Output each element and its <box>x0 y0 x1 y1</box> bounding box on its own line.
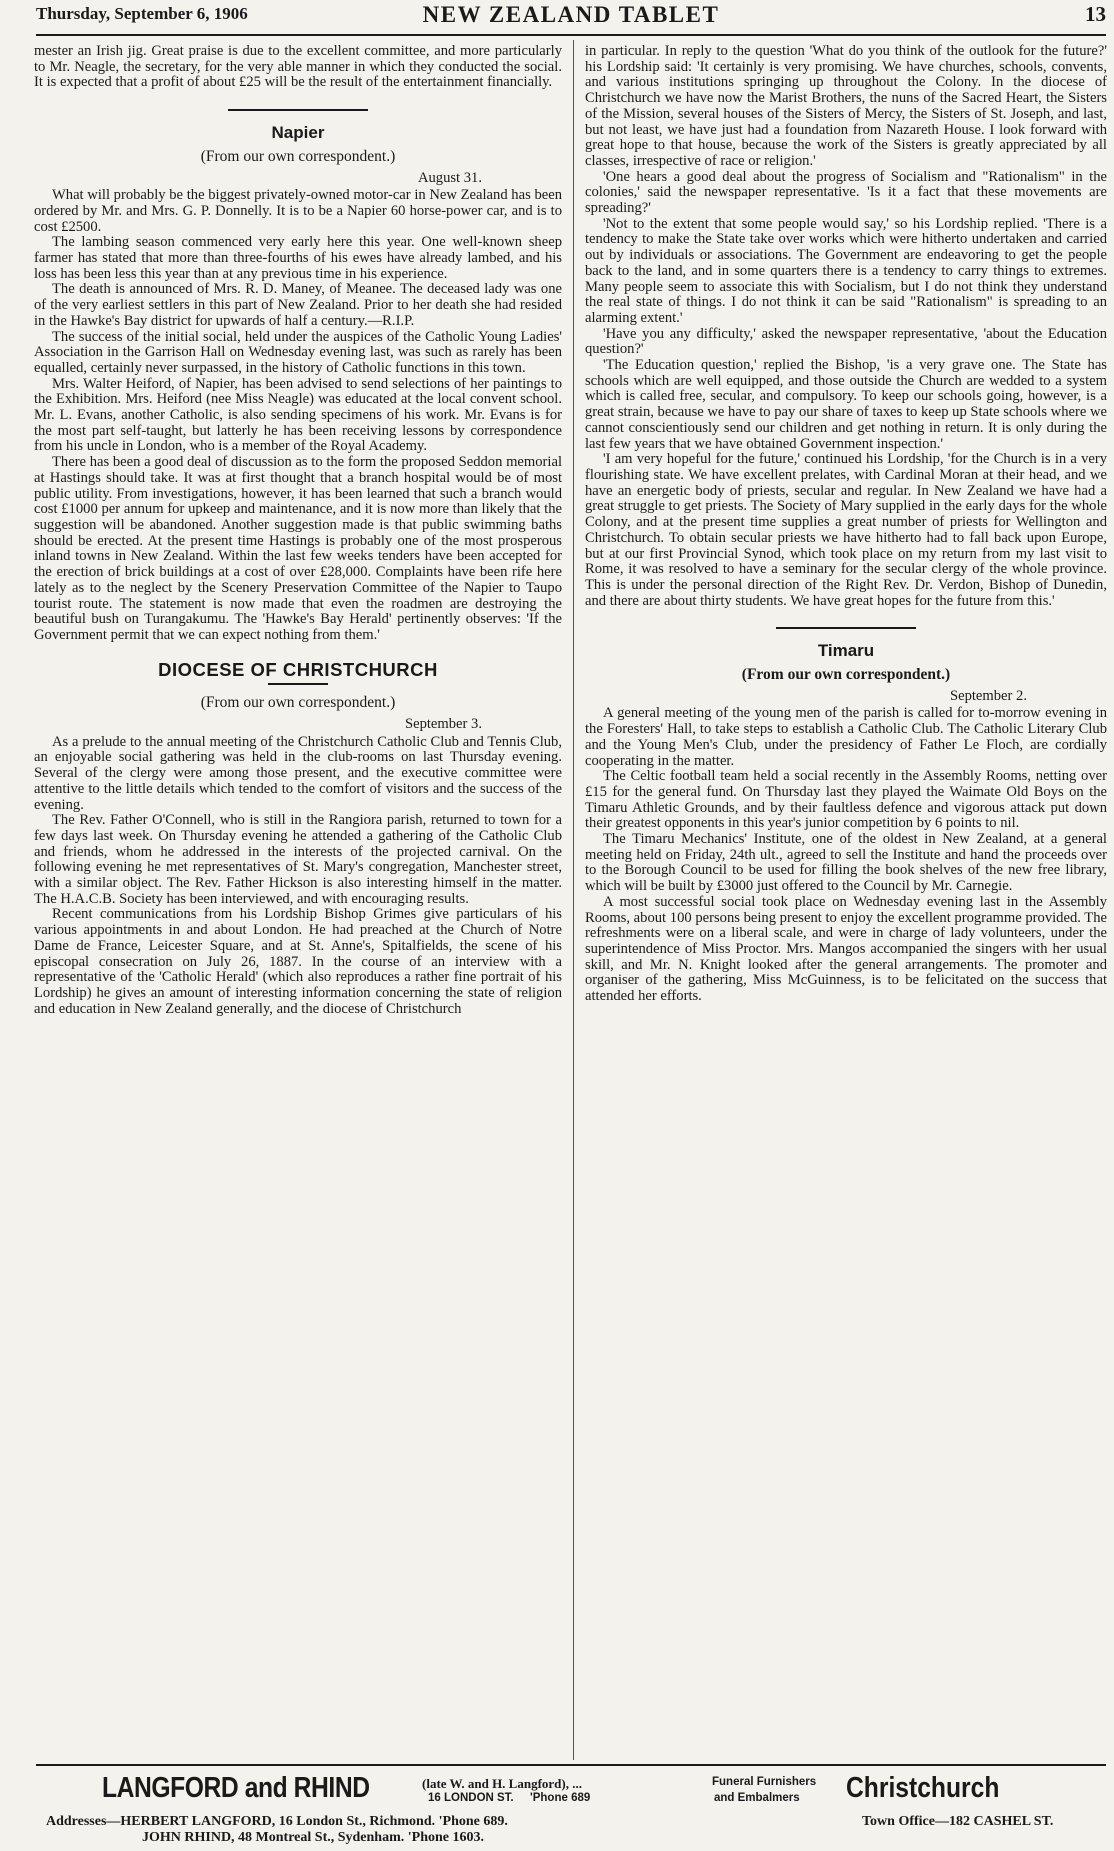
paragraph: What will probably be the biggest privately-owned motor-car in New Zealand has been ordered by Mr. and Mrs. G. P. Donnelly. It is to be a Napier 60 horse-power car, and is to cost £2500. <box>34 187 562 235</box>
paragraph: Recent communications from his Lordship Bishop Grimes give particulars of his various appointments in and about London. He had preached at the Church of Notre Dame de France, Leicester Square, and at St. Anne's, Spitalfields, the scene of his episcopal consecration on July 26, 1887. In the course of an interview with a representative of the 'Catholic Herald' (which also reproduces a rather fine portrait of his Lordship) he gives an amount of interesting information concerning the state of religion and education in New Zealand generally, and the diocese of Christchurch <box>34 906 562 1017</box>
paragraph: There has been a good deal of discussion as to the form the proposed Seddon memorial at Hastings should take. It was at first thought that a branch hospital would be of most public utility. From investigations, however, it has been learned that such a branch would cost £1000 per annum for upkeep and maintenance, and it is now more than likely that the suggestion will be abandoned. Another suggestion made is that public swimming baths should be erected. At the present time Hastings is probably one of the most prosperous inland towns in New Zealand. Within the last few weeks tenders have been accepted for the erection of brick buildings at a cost of over £28,000. Complaints have been rife here lately as to the neglect by the Scenery Preservation Committee of the Napier to Taupo tourist route. The statement is now made that even the roadmen are destroying the beautiful bush on Turangakumu. The 'Hawke's Bay Herald' pertinently observes: 'If the Government permit that we can expect nothing from them.' <box>34 454 562 643</box>
byline: (From our own correspondent.) <box>741 666 951 684</box>
paragraph: The Rev. Father O'Connell, who is still in the Rangiora parish, returned to town for a few days last week. On Thursday evening he attended a gathering of the Catholic Club and friends, whom he addressed in the interests of the projected carnival. On the following evening he met representatives of St. Mary's congregation, Manchester street, with a similar object. The Rev. Father Hickson is also interesting himself in the matter. The H.A.C.B. Society has been interviewed, and with encouraging results. <box>34 812 562 907</box>
section-rule <box>228 109 368 111</box>
ad-address-line-1: Addresses—HERBERT LANGFORD, 16 London St., Richmond. 'Phone 689. <box>46 1814 508 1829</box>
masthead <box>36 4 1106 36</box>
ad-city: Christchurch <box>846 1772 1000 1804</box>
ad-late-note: (late W. and H. Langford), ... <box>422 1776 582 1791</box>
heading-ornament <box>268 683 328 685</box>
ad-embalmers: and Embalmers <box>714 1792 800 1804</box>
ad-phone: 'Phone 689 <box>530 1792 591 1804</box>
paragraph: A most successful social took place on Wednesday evening last in the Assembly Rooms, about 100 persons being present to enjoy the excellent programme provided. The refreshments were on a liberal scale, and were in charge of lady volunteers, under the superintendence of Miss Proctor. Mrs. Mangos accompanied the singers with her usual skill, and Mr. N. Knight looked after the general arrangements. The promoter and organiser of the gathering, Miss McGuinness, is to be felicitated on the success that attended her efforts. <box>585 893 1107 1005</box>
paragraph: The Celtic football team held a social recently in the Assembly Rooms, netting over £15 for the general fund. On Thursday last they played the Waimate Old Boys on the Timaru Athletic Grounds, and by their faultless defence and vigorous attack put down their greatest opponents in this year's junior competition by 6 points to nil. <box>585 768 1107 832</box>
byline: (From our own correspondent.) <box>200 694 396 712</box>
dateline: August 31. <box>417 169 482 186</box>
paragraph: A general meeting of the young men of the parish is called for to-morrow evening in the Foresters' Hall, to take steps to establish a Catholic Club. The Catholic Literary Club and the Young Men's Club, under the presidency of Father Le Floch, are cordially cooperating in the matter. <box>585 705 1107 769</box>
paragraph: 'One hears a good deal about the progress of Socialism and "Rationalism" in the colonies,' said the newspaper representative. 'Is it a fact that these movements are spreading?' <box>585 168 1107 217</box>
dateline: September 2. <box>949 687 1027 704</box>
paragraph: The lambing season commenced very early here this year. One well-known sheep farmer has stated that more than three-fourths of his ewes have already lambed, and his loss has been less this year than at any previous time in his experience. <box>34 234 562 282</box>
ad-brand: LANGFORD and RHIND <box>102 1772 370 1804</box>
paragraph: Mrs. Walter Heiford, of Napier, has been advised to send selections of her paintings to the Exhibition. Mrs. Heiford (nee Miss Neagle) was educated at the local convent school. Mr. L. Evans, another Catholic, is also sending specimens of his work. Mr. Evans is for the most part self-taught, but latterly he has been receiving lessons by correspondence from his uncle in London, who is a member of the Royal Academy. <box>34 375 562 455</box>
advertisement <box>36 1764 1106 1850</box>
ad-town-office: Town Office—182 CASHEL ST. <box>862 1814 1054 1829</box>
section-heading-napier: Napier <box>271 123 325 143</box>
paragraph: in particular. In reply to the question 'What do you think of the outlook for the future?' his Lordship said: 'It certainly is very promising. We have churches, schools, convents, and various institutions springing up throughout the Colony. In the diocese of Christchurch we have now the Marist Brothers, the nuns of the Sacred Heart, the Sisters of the Mission, several houses of the Sisters of Mercy, the Sisters of St. Joseph, and last, but not least, we have just had a foundation from Nazareth House. I look forward with great hope to that house, because the work of the Sisters is greatly appreciated by all classes, irrespective of race or religion.' <box>585 44 1107 169</box>
left-column <box>34 44 562 1756</box>
article-continuation: mester an Irish jig. Great praise is due to the excellent committee, and more particularly to Mr. Neagle, the secretary, for the very able manner in which they conducted the social. It is expected that a profit of about £25 will be the result of the entertainment financially. <box>34 44 562 91</box>
section-heading-timaru: Timaru <box>817 641 875 661</box>
ad-street: 16 LONDON ST. <box>428 1792 514 1804</box>
paragraph: The Timaru Mechanics' Institute, one of the oldest in New Zealand, at a general meeting held on Friday, 24th ult., agreed to sell the Institute and hand the proceeds over to the Borough Council to be used for filling the book shelves of the new free library, which will be built by £3000 just offered to the Council by Mr. Carnegie. <box>585 831 1107 895</box>
ad-address-line-2: JOHN RHIND, 48 Montreal St., Sydenham. 'Phone 1603. <box>142 1830 484 1845</box>
right-column <box>585 44 1107 1756</box>
paragraph: 'Have you any difficulty,' asked the newspaper representative, 'about the Education question?' <box>585 325 1107 358</box>
section-rule <box>776 627 916 629</box>
dateline: September 3. <box>404 716 482 733</box>
page-number: 13 <box>1085 2 1106 26</box>
section-heading-christchurch: DIOCESE OF CHRISTCHURCH <box>158 658 438 680</box>
issue-date: Thursday, September 6, 1906 <box>36 4 248 23</box>
byline: (From our own correspondent.) <box>200 147 396 165</box>
paragraph: 'Not to the extent that some people would say,' so his Lordship replied. 'There is a tendency to make the State take over works which were hitherto undertaken and carried out by individuals or associations. The Government are endeavoring to get the people back to the land, and in some quarters there is a tendency to carry things to extremes. Many people seem to associate this with Socialism, but I do not think they understand the real state of things. I do not think it can be said "Rationalism" is spreading to an alarming extent.' <box>585 215 1107 326</box>
publication-title: NEW ZEALAND TABLET <box>422 2 720 27</box>
paragraph: The success of the initial social, held under the auspices of the Catholic Young Ladies' Association in the Garrison Hall on Wednesday evening last, was such as rarely has been equalled, certainly never surpassed, in the history of Catholic functions in this town. <box>34 328 562 376</box>
paragraph: 'The Education question,' replied the Bishop, 'is a very grave one. The State has schools which are well equipped, and those outside the Church are wedded to a system which is called free, secular, and compulsory. To keep our schools going, however, is a great strain, because we have to pay our share of taxes to keep up State schools where we cannot conscientiously send our children and get nothing in return. It is only during the last few years that we have obtained Government inspection.' <box>585 357 1107 452</box>
paragraph: The death is announced of Mrs. R. D. Maney, of Meanee. The deceased lady was one of the very earliest settlers in this part of New Zealand. Prior to her death she had resided in the Hawke's Bay district for upwards of half a century.—R.I.P. <box>34 281 562 329</box>
ad-funeral-furnishers: Funeral Furnishers <box>712 1776 817 1788</box>
column-divider <box>573 40 574 1760</box>
paragraph: As a prelude to the annual meeting of the Christchurch Catholic Club and Tennis Club, an enjoyable social gathering was held in the club-rooms on last Thursday evening. Several of the clergy were among those present, and the executive committee were attentive to the little details which tended to the comfort of visitors and the success of the evening. <box>34 733 562 813</box>
paragraph: 'I am very hopeful for the future,' continued his Lordship, 'for the Church is in a very flourishing state. We have excellent prelates, with Cardinal Moran at their head, and we have an energetic body of priests, secular and regular. In New Zealand we have had a great struggle to get priests. The Society of Mary supplied in the early days for the whole Colony, and at the present time supplies a great number of priests for Wellington and Christchurch. To obtain secular priests we have hitherto had to fall back upon Europe, but at our first Provincial Synod, which took place on my return from my last visit to Rome, it was resolved to have a seminary for the secular clergy of the whole province. This is under the personal direction of the Right Rev. Dr. Verdon, Bishop of Dunedin, and there are about thirty students. We have great hopes for the future from this.' <box>585 451 1107 609</box>
